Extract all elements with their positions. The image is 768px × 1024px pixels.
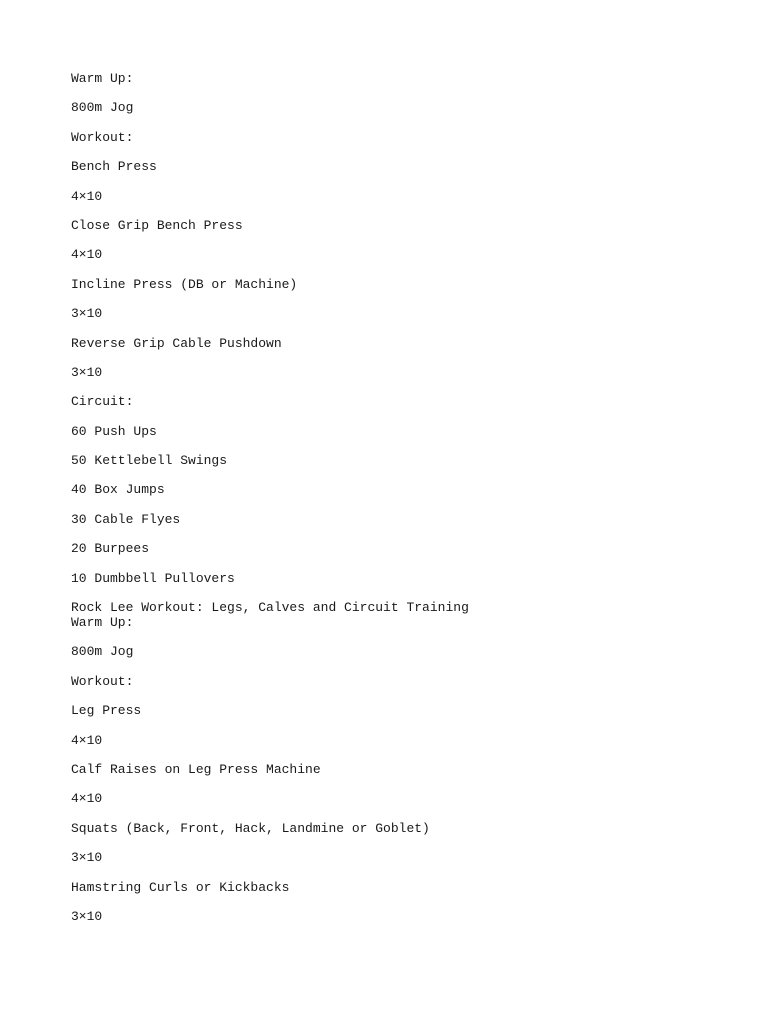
warm-up-label: Warm Up: [71, 71, 134, 86]
exercise-sets: 3×10 [71, 908, 103, 924]
warm-up-exercise: 800m Jog [71, 644, 134, 660]
exercise-sets: 4×10 [71, 188, 103, 204]
warm-up-label: Warm Up: [71, 615, 134, 631]
circuit-item: 40 Box Jumps [71, 482, 165, 498]
workout-label: Workout: [71, 129, 134, 145]
exercise-sets: 4×10 [71, 732, 103, 748]
exercise-sets: 3×10 [71, 850, 103, 866]
exercise-name: Reverse Grip Cable Pushdown [71, 335, 282, 351]
exercise-name: Calf Raises on Leg Press Machine [71, 761, 321, 777]
circuit-item: 50 Kettlebell Swings [71, 453, 228, 469]
section-2 [71, 600, 721, 924]
exercise-name: Incline Press (DB or Machine) [71, 276, 298, 292]
exercise-name: Squats (Back, Front, Hack, Landmine or Goblet) [71, 820, 430, 836]
exercise-name: Bench Press [71, 159, 157, 175]
workout-label: Workout: [71, 673, 134, 689]
circuit-item: 10 Dumbbell Pullovers [71, 570, 235, 586]
circuit-item: 60 Push Ups [71, 423, 157, 439]
warm-up-exercise: 800m Jog [71, 100, 134, 116]
exercise-sets: 4×10 [71, 247, 103, 263]
exercise-sets: 4×10 [71, 791, 103, 807]
exercise-name: Hamstring Curls or Kickbacks [71, 879, 290, 895]
section-heading: Rock Lee Workout: Legs, Calves and Circuit Training [71, 600, 469, 616]
circuit-label: Circuit: [71, 394, 134, 410]
exercise-name: Leg Press [71, 703, 142, 719]
document-page [71, 71, 721, 938]
circuit-item: 30 Cable Flyes [71, 511, 181, 527]
circuit-item: 20 Burpees [71, 541, 150, 557]
exercise-sets: 3×10 [71, 306, 103, 322]
exercise-sets: 3×10 [71, 364, 103, 380]
section-1 [71, 71, 721, 586]
exercise-name: Close Grip Bench Press [71, 217, 243, 233]
